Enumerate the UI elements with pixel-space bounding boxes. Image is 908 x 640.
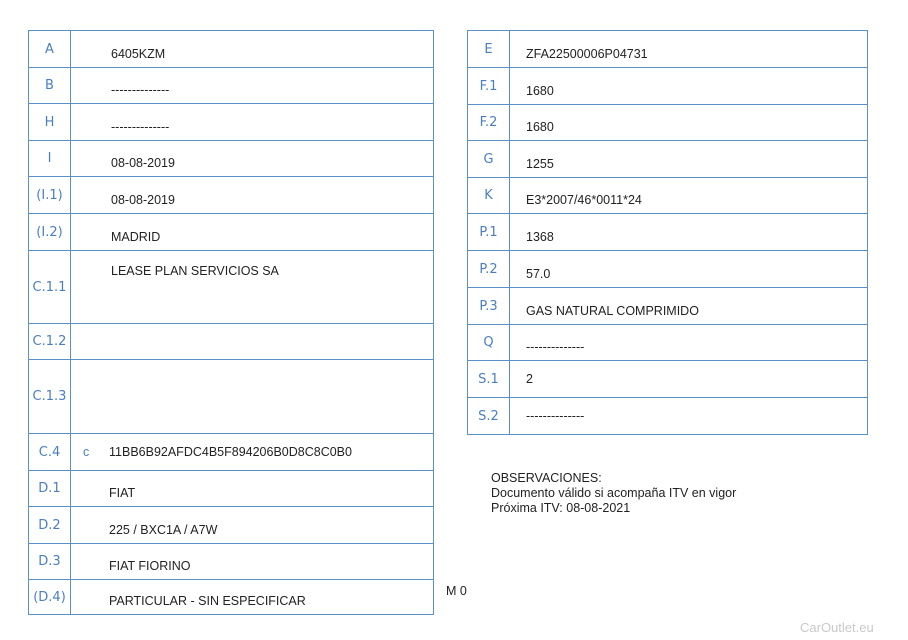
code-a: A [29, 31, 71, 67]
row-e [468, 31, 867, 68]
value-h: -------------- [111, 120, 170, 134]
observaciones-line2: Próxima ITV: 08-08-2021 [491, 501, 631, 515]
value-a: 6405KZM [111, 47, 166, 61]
code-c12: C.1.2 [29, 324, 71, 359]
mark-m0: M 0 [446, 584, 467, 598]
value-g: 1255 [526, 157, 554, 171]
value-s1: 2 [526, 372, 533, 386]
value-p1: 1368 [526, 230, 554, 244]
code-q: Q [468, 325, 510, 360]
code-d2: D.2 [29, 507, 71, 543]
value-d4: PARTICULAR - SIN ESPECIFICAR [109, 594, 306, 608]
row-f1 [468, 68, 867, 105]
row-s1 [468, 361, 867, 398]
prefix-c4: c [83, 445, 90, 459]
value-c4: 11BB6B92AFDC4B5F894206B0D8C8C0B0 [109, 445, 352, 459]
value-i: 08-08-2019 [111, 156, 175, 170]
row-h [29, 104, 433, 141]
row-d1 [29, 471, 433, 507]
value-f1: 1680 [526, 84, 554, 98]
code-f1: F.1 [468, 68, 510, 104]
value-d1: FIAT [109, 486, 136, 500]
code-d3: D.3 [29, 544, 71, 579]
row-d4 [29, 580, 433, 614]
code-p3: P.3 [468, 288, 510, 324]
value-k: E3*2007/46*0011*24 [526, 193, 642, 207]
code-s1: S.1 [468, 361, 510, 397]
code-g: G [468, 141, 510, 177]
observaciones-heading: OBSERVACIONES: [491, 471, 602, 485]
code-b: B [29, 68, 71, 103]
code-d4: (D.4) [29, 580, 71, 614]
value-d2: 225 / BXC1A / A7W [109, 523, 218, 537]
value-e: ZFA22500006P04731 [526, 47, 648, 61]
row-p1 [468, 214, 867, 251]
row-k [468, 178, 867, 214]
row-d2 [29, 507, 433, 544]
code-e: E [468, 31, 510, 67]
right-table [467, 30, 868, 435]
row-p3 [468, 288, 867, 325]
code-c11: C.1.1 [29, 251, 71, 323]
code-c13: C.1.3 [29, 360, 71, 433]
row-i [29, 141, 433, 177]
row-g [468, 141, 867, 178]
row-c13 [29, 360, 433, 434]
code-h: H [29, 104, 71, 140]
value-b: -------------- [111, 83, 170, 97]
row-a [29, 31, 433, 68]
value-s2: -------------- [526, 409, 585, 423]
row-c4 [29, 434, 433, 471]
value-q: -------------- [526, 340, 585, 354]
row-i1 [29, 177, 433, 214]
value-c11: LEASE PLAN SERVICIOS SA [111, 264, 279, 278]
row-s2 [468, 398, 867, 434]
code-p2: P.2 [468, 251, 510, 287]
left-table [28, 30, 434, 615]
watermark: CarOutlet.eu [800, 620, 874, 635]
row-b [29, 68, 433, 104]
code-p1: P.1 [468, 214, 510, 250]
code-i1: (I.1) [29, 177, 71, 213]
row-q [468, 325, 867, 361]
value-f2: 1680 [526, 120, 554, 134]
row-i2 [29, 214, 433, 251]
observaciones-line1: Documento válido si acompaña ITV en vigor [491, 486, 737, 500]
code-f2: F.2 [468, 105, 510, 140]
value-p3: GAS NATURAL COMPRIMIDO [526, 304, 699, 318]
code-s2: S.2 [468, 398, 510, 434]
row-f2 [468, 105, 867, 141]
code-c4: C.4 [29, 434, 71, 470]
row-d3 [29, 544, 433, 580]
code-i: I [29, 141, 71, 176]
value-p2: 57.0 [526, 267, 551, 281]
code-k: K [468, 178, 510, 213]
code-i2: (I.2) [29, 214, 71, 250]
observaciones [491, 471, 736, 516]
value-d3: FIAT FIORINO [109, 559, 191, 573]
value-i2: MADRID [111, 230, 161, 244]
value-i1: 08-08-2019 [111, 193, 175, 207]
row-p2 [468, 251, 867, 288]
code-d1: D.1 [29, 471, 71, 506]
row-c11 [29, 251, 433, 324]
row-c12 [29, 324, 433, 360]
